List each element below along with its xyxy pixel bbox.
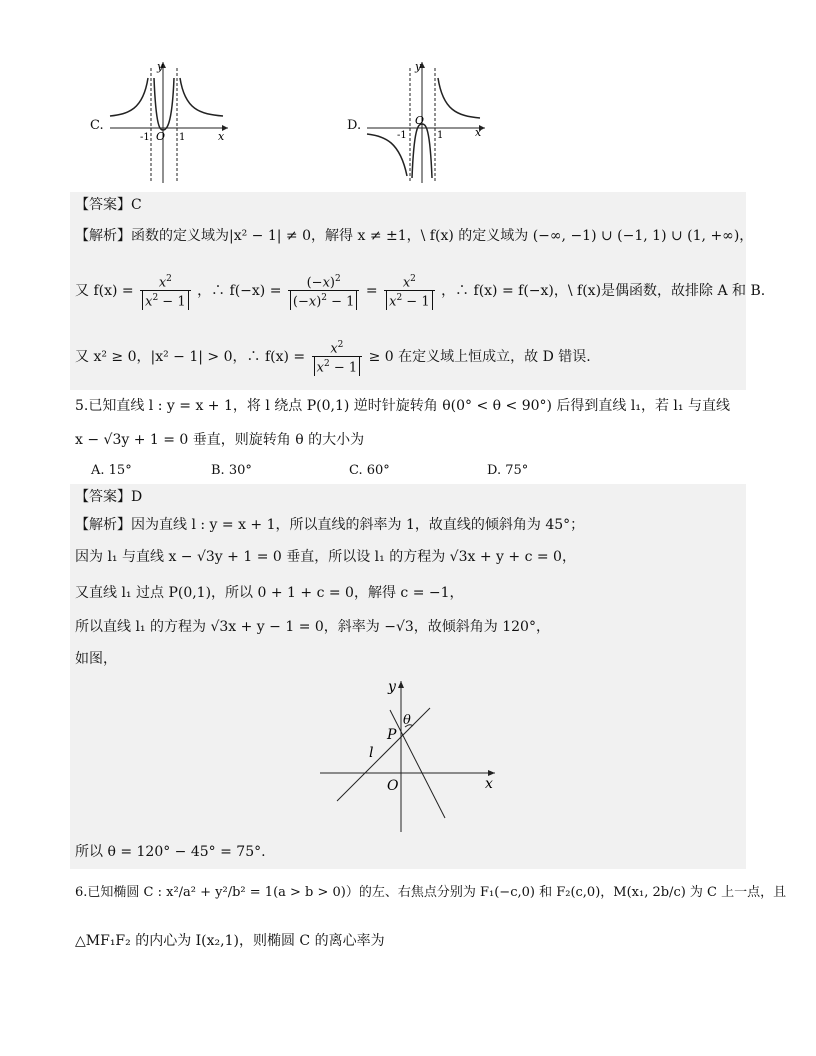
graph-c-tick-pos: 1 — [179, 132, 186, 143]
q4-line3-prefix: 又 x² ≥ 0，|x² − 1| > 0，∴ f(x) = — [75, 348, 306, 365]
q5-fig-angle: θ — [403, 713, 411, 728]
q4-analysis-line2 — [75, 272, 765, 310]
q5-analysis-line4: 所以直线 l₁ 的方程为 √3x + y − 1 = 0，斜率为 −√3，故倾斜角为 120°， — [75, 619, 550, 635]
q5-figure — [315, 675, 505, 835]
q4-line2-mid2: = — [365, 282, 378, 299]
q5-analysis-line5: 如图， — [75, 651, 117, 667]
q4-analysis-line3 — [75, 338, 591, 376]
graph-c — [88, 58, 238, 188]
q5-analysis-line3: 又直线 l₁ 过点 P(0,1)，所以 0 + 1 + c = 0，解得 c = −1， — [75, 585, 464, 601]
q4-analysis-line1 — [75, 227, 753, 245]
q4-line2-mid1: ，∴ f(−x) = — [197, 282, 282, 299]
q4-frac1: $\frac{x^2}{x^2 - 1}$ — [140, 272, 191, 310]
q5-fig-x-label: x — [485, 776, 493, 792]
q5-option-c: C. 60° — [349, 463, 390, 478]
graph-c-tick-neg: -1 — [140, 132, 150, 143]
q4-line3-suffix: ≥ 0 在定义域上恒成立，故 D 错误. — [368, 348, 591, 365]
q5-answer: 【答案】D — [75, 489, 143, 505]
q5-option-a: A. 15° — [91, 463, 132, 478]
graph-d-y-label: y — [415, 60, 422, 73]
q5-fig-line: l — [369, 745, 374, 761]
option-c-label: C. — [90, 118, 104, 133]
graph-d-tick-neg: -1 — [397, 130, 407, 141]
q4-answer: 【答案】C — [75, 197, 142, 213]
q6-stem1: 6.已知椭圆 C : x²/a² + y²/b² = 1(a > b > 0)）的左、右焦点分别为 F₁(−c,0) 和 F₂(c,0)，M(x₁, 2b/c) 为 C 上一点，且 — [75, 885, 787, 900]
q5-analysis-line1 — [75, 516, 584, 534]
q5-fig-y-label: y — [388, 679, 396, 695]
q4-line2-prefix: 又 f(x) = — [75, 282, 134, 299]
q4-frac2: $\frac{(-x)^2}{(-x)^2 - 1}$ — [288, 272, 360, 310]
q4-analysis-label: 【解析】 — [75, 228, 131, 244]
q5-option-d: D. 75° — [487, 463, 529, 478]
option-d-label: D. — [347, 118, 362, 133]
q4-line1-text: 函数的定义域为|x² − 1| ≠ 0，解得 x ≠ ±1，\ f(x) 的定义域为 (−∞, −1) ∪ (−1, 1) ∪ (1, +∞)， — [131, 228, 754, 244]
graph-c-x-label: x — [218, 130, 225, 143]
q5-fig-origin: O — [387, 778, 399, 794]
q5-conclusion: 所以 θ = 120° − 45° = 75°. — [75, 844, 266, 860]
q5-stem1: 5.已知直线 l : y = x + 1，将 l 绕点 P(0,1) 逆时针旋转角 θ(0° < θ < 90°) 后得到直线 l₁，若 l₁ 与直线 — [75, 398, 730, 414]
q5-analysis-label: 【解析】 — [75, 517, 131, 533]
graph-c-plot — [88, 58, 238, 188]
graph-d — [345, 58, 495, 188]
graph-d-plot — [345, 58, 495, 188]
q5-line1-text: 因为直线 l : y = x + 1，所以直线的斜率为 1，故直线的倾斜角为 45°； — [131, 517, 585, 533]
q5-stem2: x − √3y + 1 = 0 垂直，则旋转角 θ 的大小为 — [75, 432, 365, 448]
graph-d-x-label: x — [475, 126, 482, 139]
q5-fig-point: P — [387, 727, 397, 743]
graph-c-origin: O — [156, 130, 166, 143]
q4-line2-suffix: ，∴ f(x) = f(−x)，\ f(x)是偶函数，故排除 A 和 B. — [441, 282, 766, 299]
q4-frac3: $\frac{x^2}{x^2 - 1}$ — [384, 272, 435, 310]
q4-frac4: $\frac{x^2}{x^2 - 1}$ — [312, 338, 363, 376]
q5-option-b: B. 30° — [211, 463, 252, 478]
q5-analysis-line2: 因为 l₁ 与直线 x − √3y + 1 = 0 垂直，所以设 l₁ 的方程为 √3x + y + c = 0， — [75, 549, 576, 565]
graph-d-tick-pos: 1 — [437, 130, 444, 141]
q6-stem2: △MF₁F₂ 的内心为 I(x₂,1)，则椭圆 C 的离心率为 — [75, 933, 385, 949]
graph-c-y-label: y — [157, 60, 164, 73]
graph-d-origin: O — [415, 114, 425, 127]
